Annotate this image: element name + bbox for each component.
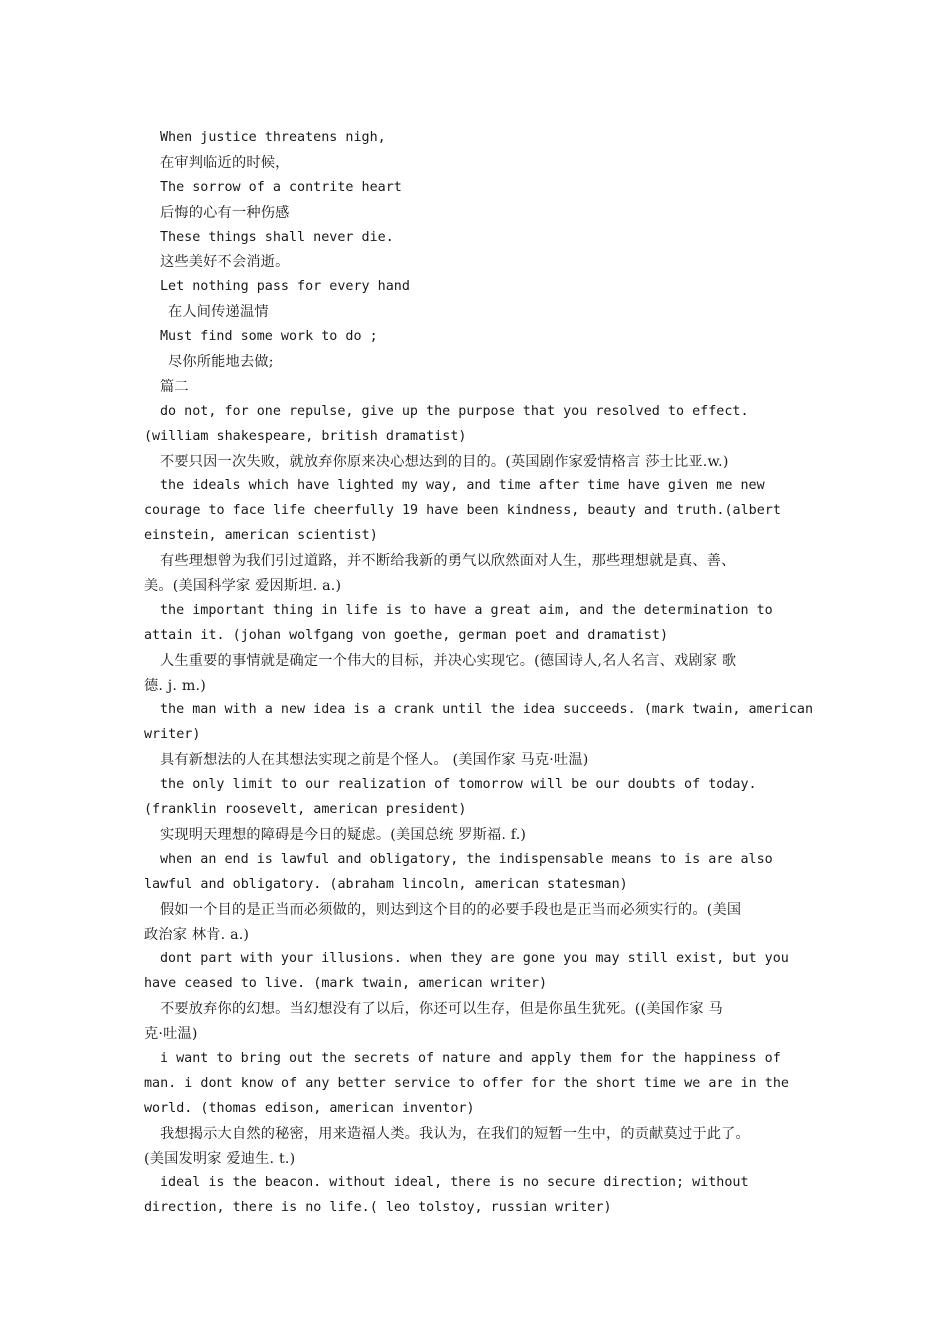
text-line: courage to face life cheerfully 19 have been kindness, beauty and truth.(albert [144,503,781,519]
text-line: ideal is the beacon. without ideal, there is no secure direction; without [160,1175,749,1191]
text-line: do not, for one repulse, give up the purpose that you resolved to effect. [160,403,749,419]
text-line: 后悔的心有一种伤感 [160,204,290,221]
text-line: When justice threatens nigh, [160,130,386,145]
text-line: world. (thomas edison, american inventor) [144,1100,475,1116]
text-line: 政治家 林肯. a.) [144,926,250,943]
text-line: 具有新想法的人在其想法实现之前是个怪人。 (美国作家 马克·吐温) [160,752,589,769]
text-line: 不要放弃你的幻想。当幻想没有了以后，你还可以生存，但是你虽生犹死。((美国作家 马 [160,1001,723,1018]
text-line: direction, there is no life.( leo tolstoy, russian writer) [144,1200,612,1216]
text-line: These things shall never die. [160,229,394,245]
text-line: einstein, american scientist) [144,528,378,544]
text-line: 美。(美国科学家 爱因斯坦. a.) [144,578,342,595]
text-line: 人生重要的事情就是确定一个伟大的目标，并决心实现它。(德国诗人,名人名言、戏剧家 歌 [160,652,737,669]
text-line: 不要只因一次失败，就放弃你原来决心想达到的目的。(英国剧作家爱情格言 莎士比亚.w.) [160,453,729,470]
text-line: man. i dont know of any better service to offer for the short time we are in the [144,1075,789,1091]
text-line: 在审判临近的时候， [160,154,290,171]
text-line: 我想揭示大自然的秘密，用来造福人类。我认为，在我们的短暂一生中，的贡献莫过于此了。 [160,1125,750,1142]
text-line: (william shakespeare, british dramatist) [144,428,467,444]
text-line: the ideals which have lighted my way, and time after time have given me new [160,478,765,494]
text-line: (franklin roosevelt, american president) [144,802,467,818]
text-line: lawful and obligatory. (abraham lincoln, american statesman) [144,876,628,892]
text-line: attain it. (johan wolfgang von goethe, german poet and dramatist) [144,627,669,643]
text-line: 实现明天理想的障碍是今日的疑虑。(美国总统 罗斯福. f.) [160,826,527,843]
text-line: when an end is lawful and obligatory, the indispensable means to is are also [160,851,773,867]
text-line: 在人间传递温情 [168,304,269,321]
text-line: 德. j. m.) [144,677,206,694]
text-line: Let nothing pass for every hand [160,279,410,295]
text-line: (美国发明家 爱迪生. t.) [144,1150,296,1167]
text-line: have ceased to live. (mark twain, american writer) [144,976,548,992]
text-line: 这些美好不会消逝。 [160,254,290,271]
document-body [144,126,814,1221]
text-line: 假如一个目的是正当而必须做的，则达到这个目的的必要手段也是正当而必须实行的。(美国 [160,901,742,918]
text-line: writer) [144,727,201,743]
text-line: The sorrow of a contrite heart [160,179,402,195]
text-line: 篇二 [160,378,189,395]
text-line: dont part with your illusions. when they are gone you may still exist, but you [160,951,789,967]
text-line: 克·吐温) [144,1026,198,1043]
text-line: 尽你所能地去做; [168,354,274,371]
text-line: 有些理想曾为我们引过道路，并不断给我新的勇气以欣然面对人生，那些理想就是真、善、 [160,553,736,570]
text-line: the only limit to our realization of tomorrow will be our doubts of today. [160,777,757,793]
text-line: Must find some work to do ; [160,329,378,345]
text-line: the important thing in life is to have a great aim, and the determination to [160,602,773,618]
text-line: i want to bring out the secrets of nature and apply them for the happiness of [160,1050,781,1066]
text-line: the man with a new idea is a crank until the idea succeeds. (mark twain, american [160,702,814,718]
